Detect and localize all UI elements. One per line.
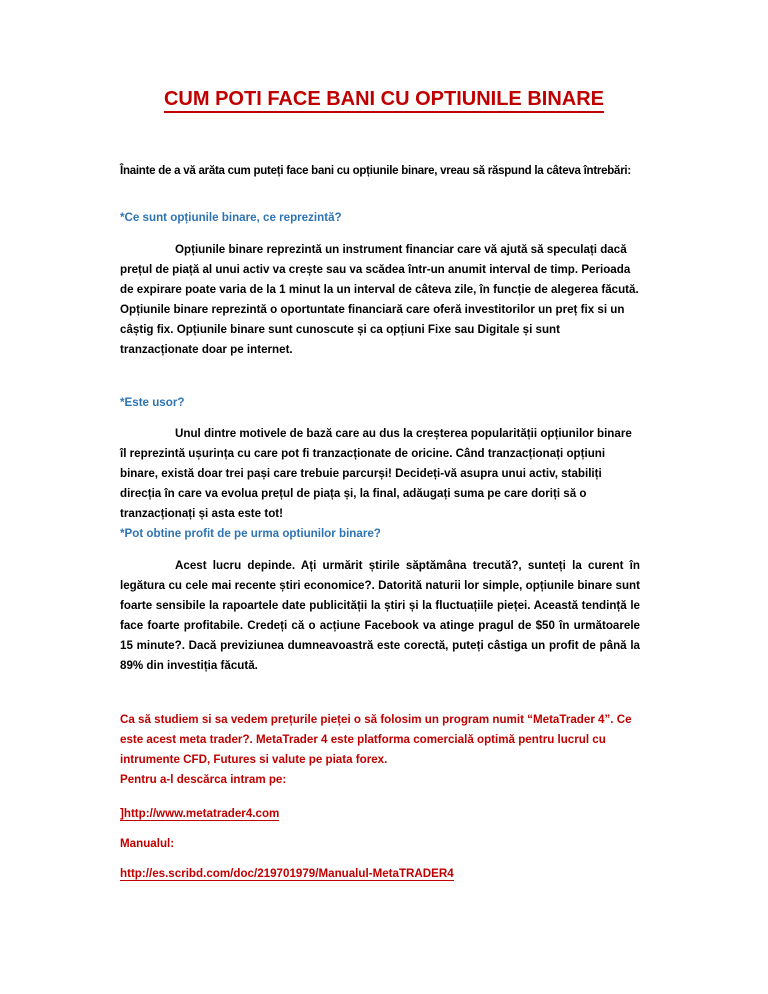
answer-paragraph: Acest lucru depinde. Ați urmărit știrile săptămâna trecută?, sunteți la curent în legătura cu cele mai recente știri economice?. Datorită naturii lor simple, opțiunile binare sunt foarte sensibile la rapoartele date publicității la știri și la fluctuațiile pieței. Această tendință le face foarte profitabile. Credeți că o acțiune Facebook va atinge pragul de $50 în următoarele 15 minute?. Dacă previziunea dumneavoastră este corectă, puteți câstiga un profit de până la 89% din investiția făcută.	[120, 559, 640, 672]
download-label: Pentru a-l descărca intram pe:	[120, 773, 287, 786]
question-heading: *Este usor?	[120, 396, 185, 409]
answer-paragraph: Unul dintre motivele de bază care au dus la creșterea popularității opțiunilor binare îl reprezintă ușurința cu care pot fi tranzacționate de oricine. Când tranzacționați opțiuni binare, există doar trei pași care trebuie parcurși! Decideți-vă asupra unui activ, stabiliți direcția în care va evolua prețul de piața și, la final, adăugați suma pe care doriți să o tranzacționați și asta este tot!	[120, 427, 632, 520]
metatrader-manual-link[interactable]: http://es.scribd.com/doc/219701979/Manualul-MetaTRADER4	[120, 867, 454, 880]
metatrader-download-link[interactable]: ]http://www.metatrader4.com	[120, 807, 280, 820]
manual-link-row	[120, 864, 640, 884]
download-link-row	[120, 804, 640, 824]
question-heading: *Pot obtine profit de pe urma optiunilor binare?	[120, 527, 381, 540]
answer-paragraph: Opțiunile binare reprezintă un instrument financiar care vă ajută să speculați dacă prețul de piață al unui activ va crește sau va scădea într-un anumit interval de timp. Perioada de expirare poate varia de la 1 minut la un interval de câteva zile, în funcție de alegerea făcută. Opțiunile binare reprezintă o oportuntate financiară care oferă investitorilor un preț fix si un câștig fix. Opțiunile binare sunt cunoscute și ca opțiuni Fixe sau Digitale și sunt tranzacționate doar pe internet.	[120, 243, 639, 356]
metatrader-paragraph: Ca să studiem si sa vedem prețurile pieței o să folosim un program numit “MetaTrader 4”. Ce este acest meta trader?. MetaTrader 4 este platforma comercială optimă pentru lucrul cu intrumente CFD, Futures si valute pe piata forex.	[120, 713, 632, 766]
page-title: CUM POTI FACE BANI CU OPTIUNILE BINARE	[0, 88, 768, 111]
intro-paragraph: Înainte de a vă arăta cum puteți face bani cu opțiunile binare, vreau să răspund la câteva întrebări:	[120, 165, 631, 177]
question-heading: *Ce sunt opțiunile binare, ce reprezintă?	[120, 211, 342, 224]
manual-label: Manualul:	[120, 837, 175, 850]
